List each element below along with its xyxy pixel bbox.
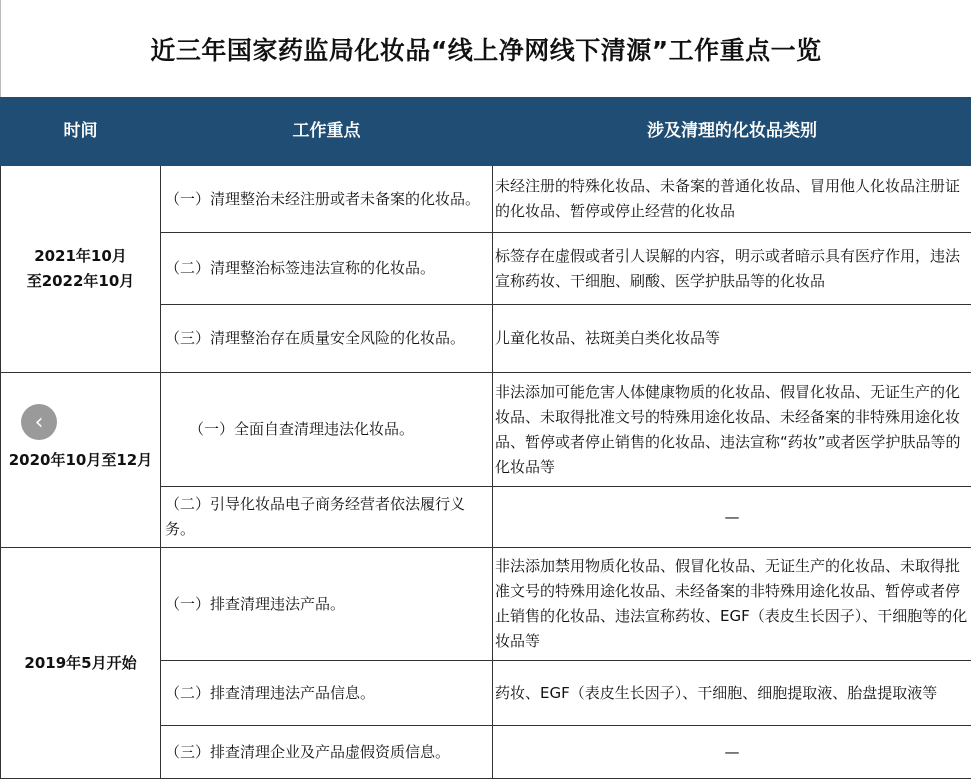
time-cell-2020: 2020年10月至12月 xyxy=(1,373,161,548)
focus-cell: （二）引导化妆品电子商务经营者依法履行义务。 xyxy=(161,487,493,548)
table-row xyxy=(1,373,971,487)
focus-cell: （二）排查清理违法产品信息。 xyxy=(161,661,493,726)
table-row xyxy=(1,166,971,233)
category-cell: 儿童化妆品、祛斑美白类化妆品等 xyxy=(493,305,971,373)
category-cell: — xyxy=(493,487,971,548)
table-row xyxy=(1,548,971,661)
header-time: 时间 xyxy=(1,98,161,166)
category-cell: 药妆、EGF（表皮生长因子）、干细胞、细胞提取液、胎盘提取液等 xyxy=(493,661,971,726)
page-title: 近三年国家药监局化妆品“线上净网线下清源”工作重点一览 xyxy=(0,0,971,97)
focus-cell: （二）清理整治标签违法宣称的化妆品。 xyxy=(161,233,493,305)
category-cell: 非法添加可能危害人体健康物质的化妆品、假冒化妆品、无证生产的化妆品、未取得批准文号的特殊用途化妆品、未经备案的非特殊用途化妆品、暂停或者停止销售的化妆品、违法宣称“药妆”或者医学护肤品等的化妆品等 xyxy=(493,373,971,487)
focus-cell: （三）排查清理企业及产品虚假资质信息。 xyxy=(161,726,493,779)
focus-cell: （一）清理整治未经注册或者未备案的化妆品。 xyxy=(161,166,493,233)
chevron-left-icon[interactable]: ‹ xyxy=(21,404,57,440)
time-cell-2021: 2021年10月 至2022年10月 xyxy=(1,166,161,373)
focus-cell: （一）排查清理违法产品。 xyxy=(161,548,493,661)
focus-cell: （一）全面自查清理违法化妆品。 xyxy=(161,373,493,487)
focus-cell: （三）清理整治存在质量安全风险的化妆品。 xyxy=(161,305,493,373)
work-focus-table xyxy=(0,97,971,779)
table-header-row xyxy=(1,98,971,166)
header-category: 涉及清理的化妆品类别 xyxy=(493,98,971,166)
time-cell-2019: 2019年5月开始 xyxy=(1,548,161,779)
category-cell: 未经注册的特殊化妆品、未备案的普通化妆品、冒用他人化妆品注册证的化妆品、暂停或停止经营的化妆品 xyxy=(493,166,971,233)
header-focus: 工作重点 xyxy=(161,98,493,166)
category-cell: 标签存在虚假或者引人误解的内容，明示或者暗示具有医疗作用，违法宣称药妆、干细胞、刷酸、医学护肤品等的化妆品 xyxy=(493,233,971,305)
category-cell: — xyxy=(493,726,971,779)
category-cell: 非法添加禁用物质化妆品、假冒化妆品、无证生产的化妆品、未取得批准文号的特殊用途化妆品、未经备案的非特殊用途化妆品、暂停或者停止销售的化妆品、违法宣称药妆、EGF（表皮生长因子）、干细胞等的化妆品等 xyxy=(493,548,971,661)
